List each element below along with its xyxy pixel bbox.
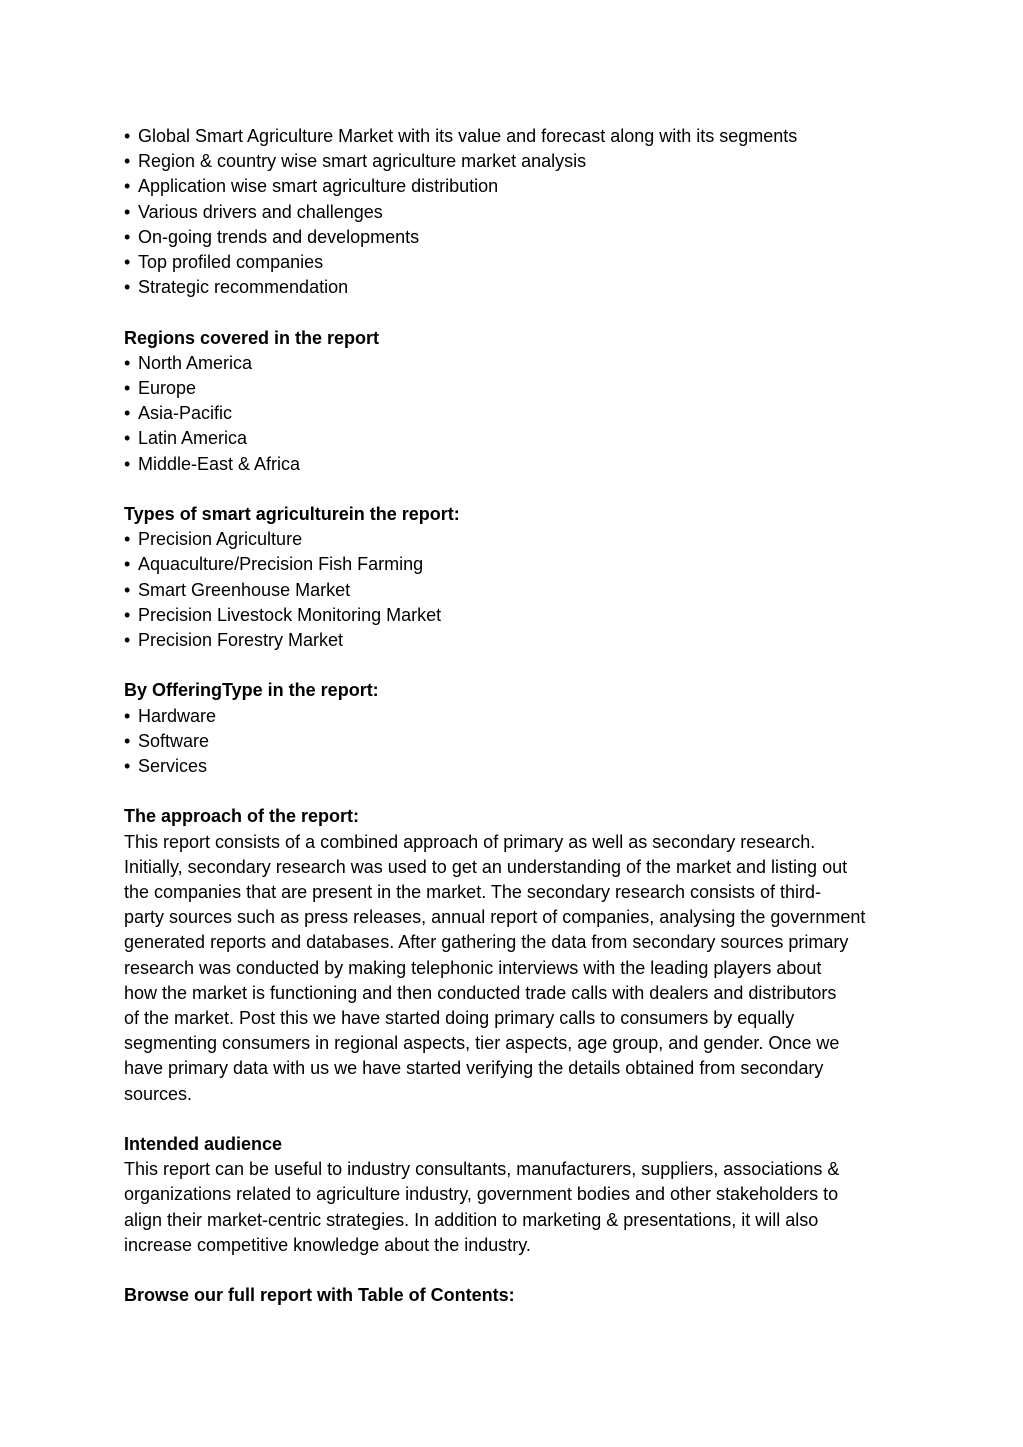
list-item <box>124 452 900 477</box>
list-item-text: Hardware <box>138 705 217 726</box>
paragraph-line: align their market-centric strategies. In addition to marketing & presentations, it will also <box>124 1209 819 1230</box>
audience-paragraph <box>124 1157 900 1258</box>
approach-section <box>124 804 900 1106</box>
paragraph-line: of the market. Post this we have started doing primary calls to consumers by equally <box>124 1008 795 1029</box>
approach-paragraph <box>124 830 900 1107</box>
list-item-text: Region & country wise smart agriculture market analysis <box>138 151 587 172</box>
bullet-icon: • <box>124 756 131 777</box>
list-item <box>124 628 900 653</box>
bullet-icon: • <box>124 126 131 146</box>
browse-section <box>124 1283 900 1308</box>
bullet-icon: • <box>124 630 131 651</box>
bullet-icon: • <box>124 730 131 751</box>
paragraph-line: organizations related to agriculture industry, government bodies and other stakeholders to <box>124 1184 839 1205</box>
bullet-icon: • <box>124 428 131 449</box>
list-item <box>124 603 900 628</box>
list-item <box>124 250 900 275</box>
list-item-text: Software <box>138 730 210 751</box>
paragraph-line: increase competitive knowledge about the industry. <box>124 1234 531 1255</box>
list-item-text: Asia-Pacific <box>138 403 233 424</box>
list-item-text: Application wise smart agriculture distribution <box>138 176 499 197</box>
list-item <box>124 149 900 174</box>
offering-section <box>124 678 900 779</box>
bullet-icon: • <box>124 252 131 273</box>
list-item-text: Aquaculture/Precision Fish Farming <box>138 554 424 575</box>
list-item <box>124 351 900 376</box>
document-page <box>124 124 900 1334</box>
regions-section <box>124 326 900 477</box>
paragraph-line: have primary data with us we have started verifying the details obtained from secondary <box>124 1058 824 1079</box>
types-list <box>124 527 900 653</box>
list-item-text: Middle-East & Africa <box>138 453 301 474</box>
list-item-text: Precision Livestock Monitoring Market <box>138 604 442 625</box>
paragraph-line: how the market is functioning and then conducted trade calls with dealers and distributors <box>124 982 837 1003</box>
types-section <box>124 502 900 653</box>
bullet-icon: • <box>124 277 131 298</box>
bullet-icon: • <box>124 201 131 222</box>
list-item <box>124 527 900 552</box>
paragraph-line: Initially, secondary research was used to get an understanding of the market and listing out <box>124 856 848 877</box>
paragraph-line: research was conducted by making telephonic interviews with the leading players about <box>124 957 822 978</box>
list-item-text: Latin America <box>138 428 248 449</box>
intro-bullet-list <box>124 124 900 300</box>
bullet-icon: • <box>124 151 131 172</box>
list-item-text: Europe <box>138 378 197 399</box>
list-item-text: Precision Agriculture <box>138 529 303 550</box>
list-item <box>124 124 900 149</box>
list-item <box>124 376 900 401</box>
bullet-icon: • <box>124 176 131 197</box>
bullet-icon: • <box>124 226 131 247</box>
paragraph-line: sources. <box>124 1083 193 1104</box>
offering-heading: By OfferingType in the report: <box>124 680 379 701</box>
bullet-icon: • <box>124 403 131 424</box>
paragraph-line: the companies that are present in the market. The secondary research consists of third- <box>124 882 822 903</box>
list-item-text: Various drivers and challenges <box>138 201 383 222</box>
list-item <box>124 729 900 754</box>
list-item-text: North America <box>138 352 253 373</box>
bullet-icon: • <box>124 604 131 625</box>
list-item <box>124 174 900 199</box>
bullet-icon: • <box>124 529 131 550</box>
list-item <box>124 426 900 451</box>
bullet-icon: • <box>124 705 131 726</box>
list-item-text: Global Smart Agriculture Market with its value and forecast along with its segments <box>138 126 798 146</box>
paragraph-line: This report can be useful to industry consultants, manufacturers, suppliers, associations & <box>124 1159 840 1180</box>
list-item <box>124 754 900 779</box>
list-item <box>124 225 900 250</box>
list-item <box>124 200 900 225</box>
browse-heading: Browse our full report with Table of Contents: <box>124 1285 515 1306</box>
approach-heading: The approach of the report: <box>124 806 360 827</box>
list-item-text: Services <box>138 756 208 777</box>
list-item-text: Precision Forestry Market <box>138 630 344 651</box>
audience-section <box>124 1132 900 1258</box>
bullet-icon: • <box>124 554 131 575</box>
list-item <box>124 401 900 426</box>
bullet-icon: • <box>124 579 131 600</box>
bullet-icon: • <box>124 378 131 399</box>
list-item-text: On-going trends and developments <box>138 226 420 247</box>
offering-list <box>124 704 900 780</box>
bullet-icon: • <box>124 352 131 373</box>
regions-list <box>124 351 900 477</box>
list-item <box>124 275 900 300</box>
regions-heading: Regions covered in the report <box>124 327 380 348</box>
intro-section <box>124 124 900 300</box>
list-item <box>124 578 900 603</box>
list-item-text: Smart Greenhouse Market <box>138 579 351 600</box>
paragraph-line: generated reports and databases. After gathering the data from secondary sources primary <box>124 932 849 953</box>
list-item <box>124 704 900 729</box>
list-item <box>124 552 900 577</box>
types-heading: Types of smart agriculturein the report: <box>124 504 460 525</box>
list-item-text: Strategic recommendation <box>138 277 349 298</box>
bullet-icon: • <box>124 453 131 474</box>
paragraph-line: segmenting consumers in regional aspects, tier aspects, age group, and gender. Once we <box>124 1033 840 1054</box>
paragraph-line: This report consists of a combined approach of primary as well as secondary research. <box>124 831 816 852</box>
audience-heading: Intended audience <box>124 1134 283 1155</box>
paragraph-line: party sources such as press releases, annual report of companies, analysing the government <box>124 907 866 928</box>
list-item-text: Top profiled companies <box>138 252 324 273</box>
